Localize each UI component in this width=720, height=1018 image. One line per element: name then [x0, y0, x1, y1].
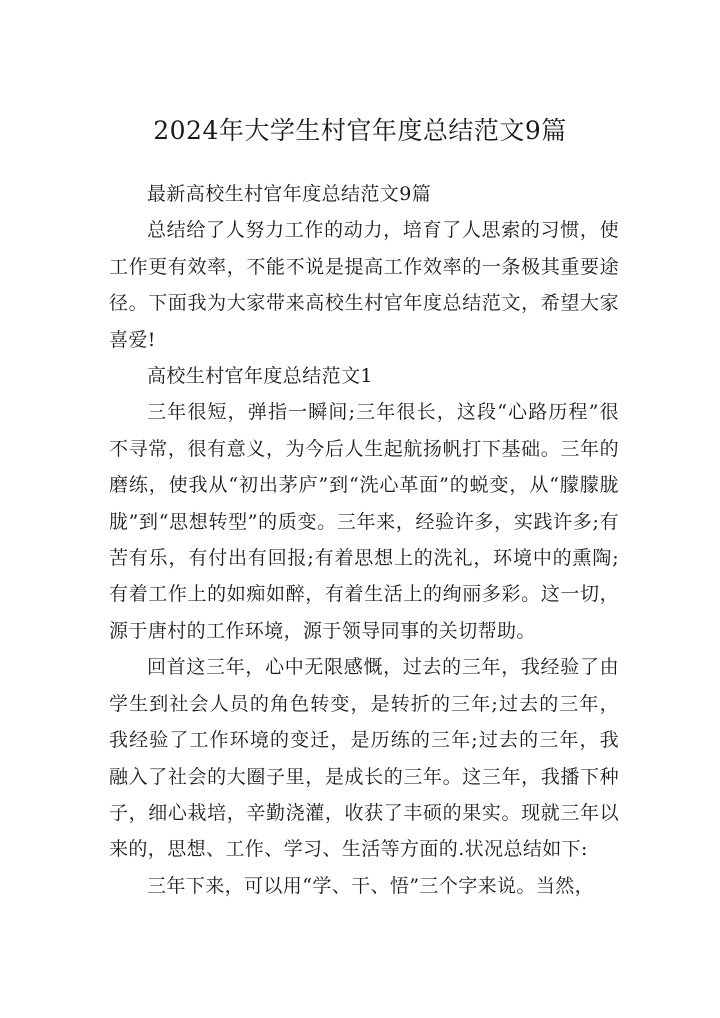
document-title: 2024年大学生村官年度总结范文9篇 [153, 116, 567, 145]
document-body [109, 176, 619, 904]
section-heading: 高校生村官年度总结范文1 [147, 365, 373, 388]
subtitle-paragraph: 最新高校生村官年度总结范文9篇 [147, 183, 432, 205]
body-paragraph: 回首这三年，心中无限感慨，过去的三年，我经验了由学生到社会人员的角色转变，是转折的三年;过去的三年，我经验了工作环境的变迁，是历练的三年;过去的三年，我融入了社会的大圈子里，是成长的三年。这三年，我播下种子，细心栽培，辛勤浇灌，收获了丰硕的果实。现就三年以来的，思想、工作、学习、生活等方面的.状况总结如下: [109, 656, 619, 861]
body-paragraph: 三年很短，弹指一瞬间;三年很长，这段“心路历程”很不寻常，很有意义，为今后人生起航扬帆打下基础。三年的磨练，使我从“初出茅庐”到“洗心革面”的蜕变，从“朦朦胧胧”到“思想转型”的质变。三年来，经验许多，实践许多;有苦有乐，有付出有回报;有着思想上的洗礼，环境中的熏陶;有着工作上的如痴如醉，有着生活上的绚丽多彩。这一切，源于唐村的工作环境，源于领导同事的关切帮助。 [109, 401, 619, 642]
intro-paragraph: 总结给了人努力工作的动力，培育了人思索的习惯，使工作更有效率，不能不说是提高工作效率的一条极其重要途径。下面我为大家带来高校生村官年度总结范文，希望大家喜爱! [109, 219, 619, 351]
body-paragraph: 三年下来，可以用“学、干、悟”三个字来说。当然， [147, 874, 595, 897]
